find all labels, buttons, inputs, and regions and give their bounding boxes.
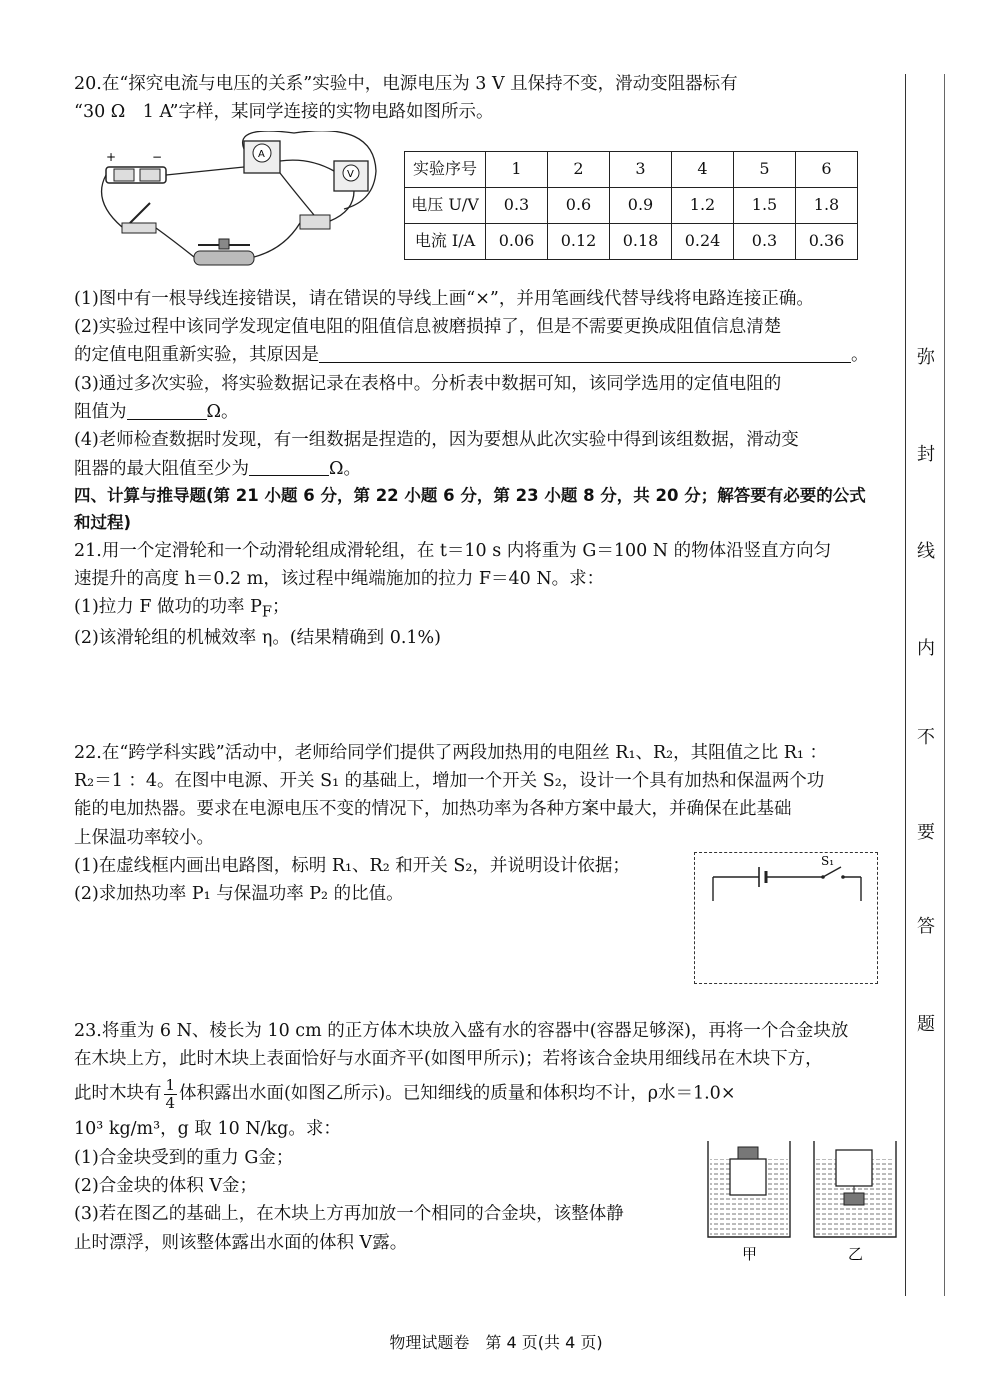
q22-stem-line4: 上保温功率较小。: [74, 827, 214, 848]
beaker-a-figure: [708, 1141, 790, 1237]
q23-part2: (2)合金块的体积 V金；: [74, 1176, 257, 1197]
table-cell: 0.12: [548, 223, 610, 259]
fraction-numerator: 1: [165, 1076, 176, 1095]
circuit-diagram: [94, 131, 394, 279]
q20-part3-line1: (3)通过多次实验，将实验数据记录在表格中。分析表中数据可知，该同学选用的定值电阻的: [74, 373, 782, 394]
q23-stem-line2: 在木块上方，此时木块上表面恰好与水面齐平(如图甲所示)；若将该合金块用细线吊在木块下方，: [74, 1049, 823, 1070]
answer-blank[interactable]: [127, 401, 207, 420]
answer-blank[interactable]: [249, 458, 329, 477]
binding-char: 答: [917, 916, 935, 937]
q22-stem-line3: 能的电加热器。要求在电源电压不变的情况下，加热功率为各种方案中最大，并确保在此基础: [74, 799, 792, 820]
q20-part1: (1)图中有一根导线连接错误，请在错误的导线上画“×”，并用笔画线代替导线将电路连接正确。: [74, 288, 814, 309]
table-cell: 1.8: [796, 187, 858, 223]
q23-part3-line2: 止时漂浮，则该整体露出水面的体积 V露。: [74, 1232, 408, 1253]
answer-space: [74, 653, 900, 739]
binding-char: 题: [917, 1014, 935, 1035]
table-cell: 0.6: [548, 187, 610, 223]
section-title-line2: 和过程): [74, 512, 132, 532]
table-cell: 1.5: [734, 187, 796, 223]
table-cell: 0.06: [486, 223, 548, 259]
q22-part1: (1)在虚线框内画出电路图，标明 R₁、R₂ 和开关 S₂，并说明设计依据；: [74, 856, 630, 877]
page-footer: 物理试题卷 第 4 页(共 4 页): [389, 1333, 603, 1352]
q20-data-table: [404, 151, 858, 260]
binding-line: [905, 74, 907, 1296]
binding-char: 线: [917, 541, 935, 562]
beaker-b-figure: [814, 1141, 896, 1237]
beaker-figures: [702, 1137, 902, 1267]
rheostat-icon: [194, 239, 254, 265]
svg-text:−: −: [152, 149, 163, 164]
q22-stem-line1: 22.在“跨学科实践”活动中，老师给同学们提供了两段加热用的电阻丝 R₁、R₂，其阻值之比 R₁ ：: [74, 742, 827, 763]
table-cell: 1.2: [672, 187, 734, 223]
q21-part2: (2)该滑轮组的机械效率 η。(结果精确到 0.1%): [74, 628, 442, 649]
figure-label-a: 甲: [742, 1244, 758, 1263]
q22-stem-line2: R₂＝1 ：4。在图中电源、开关 S₁ 的基础上，增加一个开关 S₂，设计一个具有加热和保温两个功: [74, 771, 825, 792]
q20-figure-row: [74, 131, 900, 279]
q20-part2-line1: (2)实验过程中该同学发现定值电阻的阻值信息被磨损掉了，但是不需要更换成阻值信息清楚: [74, 317, 782, 338]
table-cell: 5: [734, 151, 796, 187]
svg-text:V: V: [347, 168, 354, 180]
wires: [102, 131, 376, 257]
binding-char: 封: [917, 444, 935, 465]
q20-part3-end: Ω。: [206, 402, 239, 423]
q21-part1-text: (1)拉力 F 做功的功率 P: [74, 597, 262, 618]
binding-char: 弥: [917, 347, 935, 368]
q22-part2: (2)求加热功率 P₁ 与保温功率 P₂ 的比值。: [74, 884, 404, 905]
figure-label-b: 乙: [848, 1244, 864, 1263]
circuit-drawing-box[interactable]: [694, 852, 878, 984]
binding-char: 不: [917, 727, 935, 748]
table-row: [405, 187, 858, 223]
q21-part1-sub: F: [261, 603, 273, 621]
q23-line3-text-a: 此时木块有: [74, 1083, 162, 1104]
table-header-label: 实验序号: [405, 151, 486, 187]
table-cell: 0.3: [486, 187, 548, 223]
fraction-denominator: 4: [165, 1093, 176, 1112]
q20-part2-text: 的定值电阻重新实验，其原因是: [74, 345, 319, 366]
binding-char: 内: [917, 638, 935, 659]
table-current-label: 电流 I/A: [405, 223, 486, 259]
table-cell: 4: [672, 151, 734, 187]
q23-part1: (1)合金块受到的重力 G金；: [74, 1147, 294, 1168]
q21-part1: [74, 593, 900, 624]
q20-part3-line2: [74, 398, 900, 426]
binding-line-outer: [944, 74, 946, 1296]
table-cell: 0.24: [672, 223, 734, 259]
switch-icon: [122, 203, 156, 233]
table-cell: 1: [486, 151, 548, 187]
table-cell: 6: [796, 151, 858, 187]
resistor-icon: [300, 215, 330, 229]
binding-char: 要: [917, 822, 935, 843]
battery-icon: [106, 150, 166, 183]
q23-line3-text-b: 体积露出水面(如图乙所示)。已知细线的质量和体积均不计，ρ水＝1.0×: [179, 1083, 736, 1104]
table-row: [405, 223, 858, 259]
q20-part4-end: Ω。: [329, 458, 362, 479]
q23-stem-line3: [74, 1077, 900, 1111]
svg-text:A: A: [258, 148, 265, 160]
table-voltage-label: 电压 U/V: [405, 187, 486, 223]
voltmeter-icon: [334, 161, 368, 191]
q20-stem-line1: 20.在“探究电流与电压的关系”实验中，电源电压为 3 V 且保持不变，滑动变阻器标有: [74, 74, 738, 94]
svg-text:+: +: [106, 149, 117, 164]
q20-part4-line2: [74, 455, 900, 483]
q20-part2-line2: [74, 341, 900, 369]
q23-stem-line1: 23.将重为 6 N、棱长为 10 cm 的正方体木块放入盛有水的容器中(容器足够深)，再将一个合金块放: [74, 1020, 849, 1041]
table-cell: 2: [548, 151, 610, 187]
table-cell: 0.3: [734, 223, 796, 259]
q21-part1-end: ；: [272, 597, 290, 618]
q20-part3-text: 阻值为: [74, 402, 127, 423]
answer-blank[interactable]: [319, 345, 851, 364]
q20-part2-end: 。: [851, 345, 869, 366]
q23-block: [74, 1017, 900, 1263]
q23-part3-line1: (3)若在图乙的基础上，在木块上方再加放一个相同的合金块，该整体静: [74, 1204, 624, 1225]
section-title-line1: 四、计算与推导题(第 21 小题 6 分，第 22 小题 6 分，第 23 小题 8 分，共 20 分；解答要有必要的公式: [74, 486, 866, 506]
table-cell: 0.9: [610, 187, 672, 223]
table-cell: 0.36: [796, 223, 858, 259]
q21-stem-line1: 21.用一个定滑轮和一个动滑轮组成滑轮组，在 t＝10 s 内将重为 G＝100 N 的物体沿竖直方向匀: [74, 540, 832, 561]
q23-stem-line4: 10³ kg/m³，g 取 10 N/kg。求：: [74, 1119, 341, 1140]
fraction: [164, 1077, 178, 1111]
q20-stem-line2: “30 Ω 1 A”字样，某同学连接的实物电路如图所示。: [74, 102, 494, 123]
q20-part4-line1: (4)老师检查数据时发现，有一组数据是捏造的，因为要想从此次实验中得到该组数据，滑动变: [74, 430, 799, 451]
table-cell: 0.18: [610, 223, 672, 259]
s1-circuit: [695, 853, 877, 983]
exam-content: [74, 70, 900, 1263]
table-cell: 3: [610, 151, 672, 187]
q22-block: [74, 739, 900, 909]
table-row: [405, 151, 858, 187]
ammeter-icon: [244, 141, 280, 173]
q20-part4-text: 阻器的最大阻值至少为: [74, 458, 249, 479]
q22-parts: [74, 852, 900, 909]
q21-stem-line2: 速提升的高度 h＝0.2 m，该过程中绳端施加的拉力 F＝40 N。求：: [74, 568, 605, 589]
switch-label: S₁: [821, 854, 835, 869]
